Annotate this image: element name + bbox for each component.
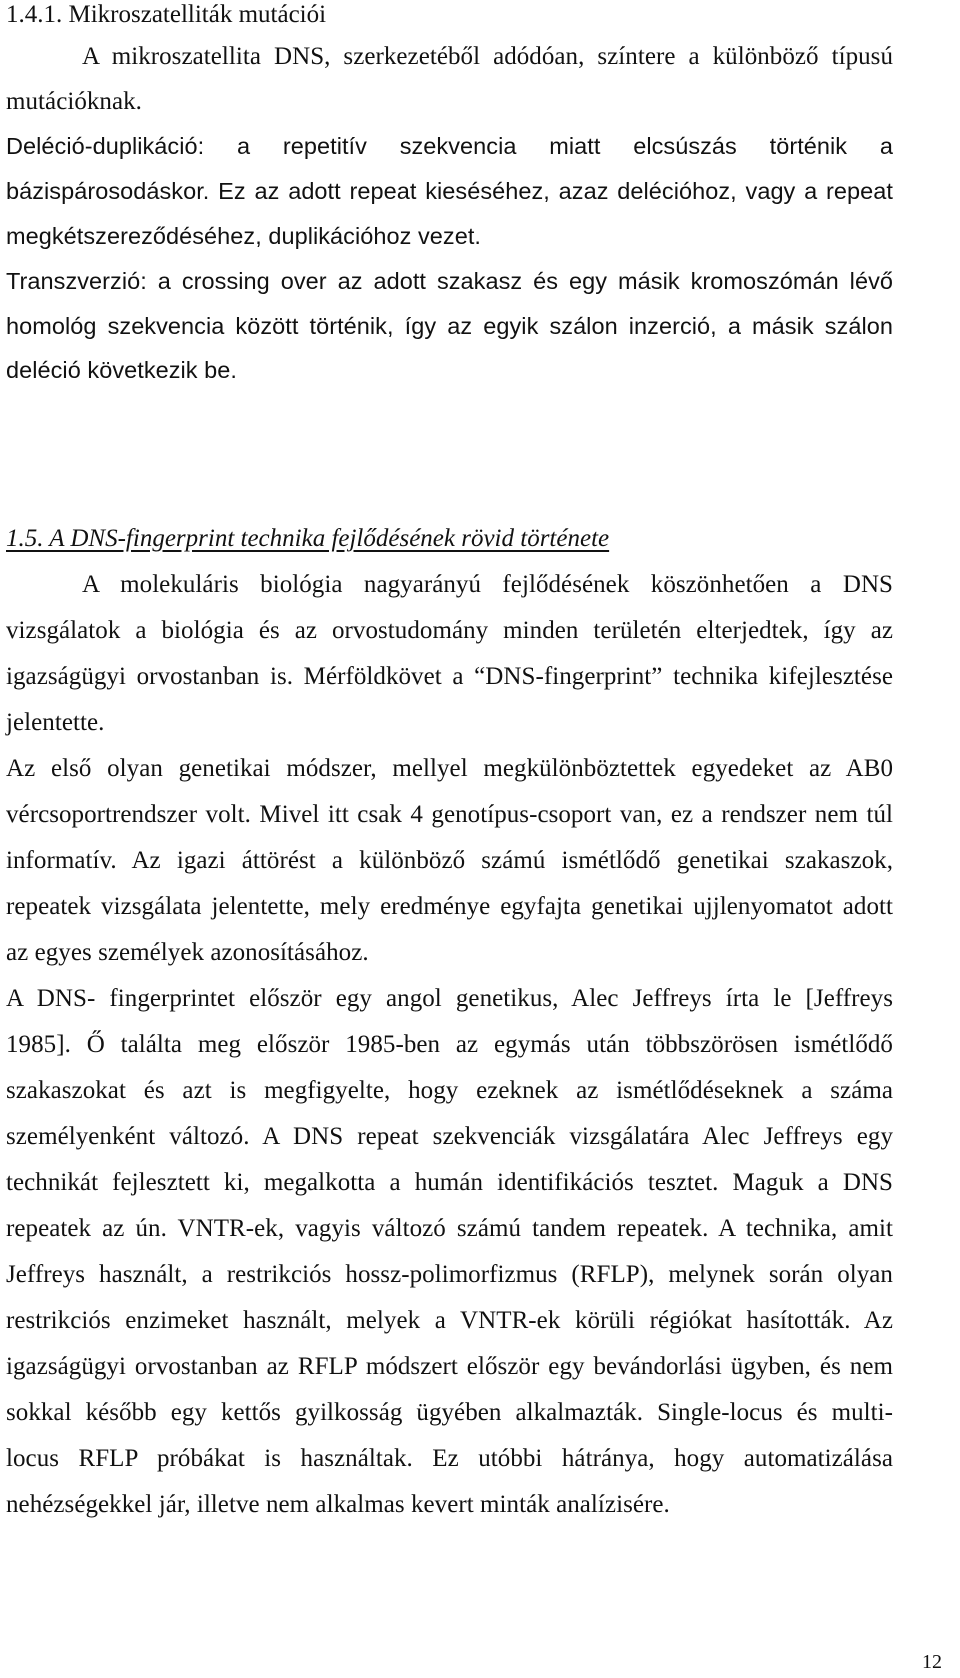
text-line: 1985]. Ő találta meg először 1985-ben az egymás után többszörösen ismétlődő (6, 1031, 893, 1058)
text-line: Jeffreys használt, a restrikciós hossz-polimorfizmus (RFLP), melynek során olyan (6, 1261, 893, 1288)
text-line: személyenként változó. A DNS repeat szekvenciák vizsgálatára Alec Jeffreys egy (6, 1123, 893, 1150)
section-heading-1-4-1: 1.4.1. Mikroszatelliták mutációi (6, 1, 327, 28)
text-line: deléció következik be. (6, 357, 238, 383)
text-line: A molekuláris biológia nagyarányú fejlődésének köszönhetően a DNS (82, 571, 893, 598)
text-line: jelentette. (6, 709, 105, 736)
text-line: repeatek az ún. VNTR-ek, vagyis változó számú tandem repeatek. A technika, amit (6, 1215, 893, 1242)
text-line: repeatek vizsgálata jelentette, mely eredménye egyfajta genetikai ujjlenyomatot adott (6, 893, 893, 920)
text-line: A mikroszatellita DNS, szerkezetéből adódóan, színtere a különböző típusú (82, 43, 893, 70)
text-line: vizsgálatok a biológia és az orvostudomány minden területén elterjedtek, így az (6, 617, 893, 644)
text-line: igazságügyi orvostanban az RFLP módszert először egy bevándorlási ügyben, és nem (6, 1353, 893, 1380)
text-line: szakaszokat és azt is megfigyelte, hogy ezeknek az ismétlődéseknek a száma (6, 1077, 893, 1104)
text-line: vércsoportrendszer volt. Mivel itt csak 4 genotípus-csoport van, ez a rendszer nem túl (6, 801, 893, 828)
text-line: informatív. Az igazi áttörést a különböző számú ismétlődő genetikai szakaszok, (6, 847, 893, 874)
text-line: Deléció-duplikáció: a repetitív szekvencia miatt elcsúszás történik a (6, 133, 893, 159)
text-line: az egyes személyek azonosításához. (6, 939, 369, 966)
text-line: Transzverzió: a crossing over az adott szakasz és egy másik kromoszómán lévő (6, 268, 893, 294)
text-line: technikát fejlesztett ki, megalkotta a humán identifikációs tesztet. Maguk a DNS (6, 1169, 893, 1196)
text-line: homológ szekvencia között történik, így az egyik szálon inzerció, a másik szálon (6, 313, 893, 339)
text-line: nehézségekkel jár, illetve nem alkalmas kevert minták analízisére. (6, 1491, 670, 1518)
page-number: 12 (922, 1651, 942, 1673)
text-line: locus RFLP próbákat is használtak. Ez utóbbi hátránya, hogy automatizálása (6, 1445, 893, 1472)
text-line: restrikciós enzimeket használt, melyek a VNTR-ek körüli régiókat hasították. Az (6, 1307, 893, 1334)
text-line: A DNS- fingerprintet először egy angol genetikus, Alec Jeffreys írta le [Jeffreys (6, 985, 893, 1012)
text-line: bázispárosodáskor. Ez az adott repeat kieséséhez, azaz delécióhoz, vagy a repeat (6, 178, 893, 204)
text-line: Az első olyan genetikai módszer, mellyel megkülönböztettek egyedeket az AB0 (6, 755, 893, 782)
text-line: sokkal később egy kettős gyilkosság ügyében alkalmazták. Single-locus és multi- (6, 1399, 893, 1426)
text-line: megkétszereződéséhez, duplikációhoz vezet. (6, 223, 481, 249)
section-heading-1-5: 1.5. A DNS-fingerprint technika fejlődésének rövid története (6, 525, 610, 552)
text-line: mutációknak. (6, 88, 142, 115)
text-line: igazságügyi orvostanban is. Mérföldkövet a “DNS-fingerprint” technika kifejlesztése (6, 663, 893, 690)
